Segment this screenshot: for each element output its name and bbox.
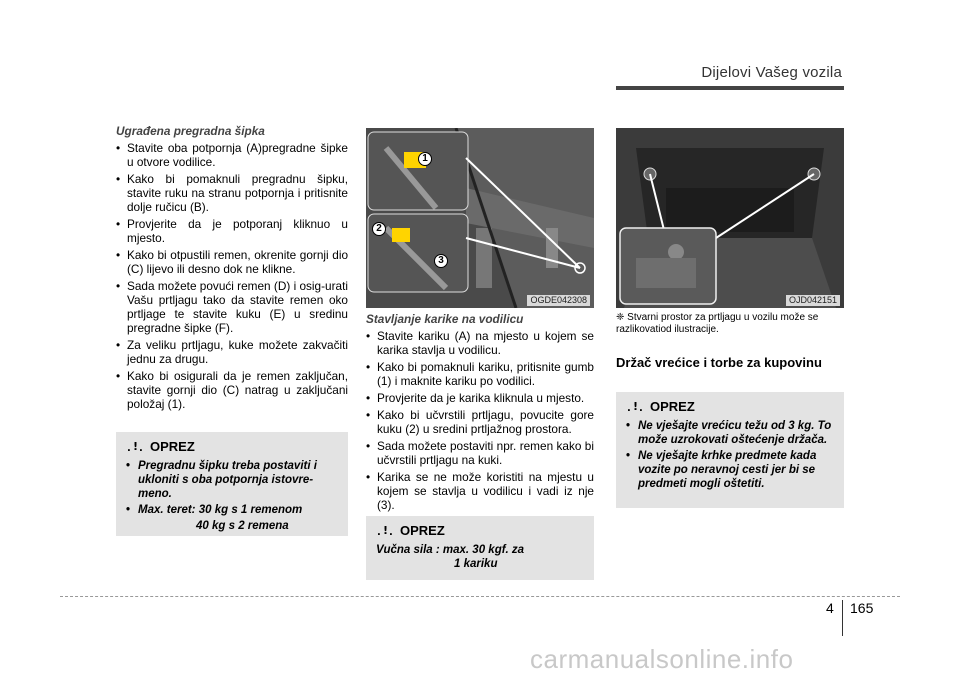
svg-text:!: ! bbox=[133, 440, 139, 453]
caution-title: OPREZ bbox=[650, 399, 695, 414]
caution-item: • Pregradnu šipku treba postaviti i ukloniti s oba potpornja istovre-meno. bbox=[126, 459, 338, 501]
warning-icon bbox=[626, 400, 644, 414]
list-item: • Za veliku prtljagu, kuke možete zakvačiti jednu za drugu. bbox=[116, 338, 348, 366]
chapter-number: 4 bbox=[826, 600, 834, 616]
column-2 bbox=[366, 312, 594, 515]
list-item: • Kako bi učvrstili prtljagu, povucite gore kuku (2) u sredini prtljažnog prostora. bbox=[366, 408, 594, 436]
figure-code: OJD042151 bbox=[786, 295, 840, 306]
watermark: carmanualsonline.info bbox=[530, 644, 794, 674]
list-item: • Sada možete povući remen (D) i osig-urati Vašu prtljagu tako da stavite remen oko prtljage te stavite kuku (E) u sredinu pregradne šipke (F). bbox=[116, 279, 348, 335]
column-1 bbox=[116, 124, 348, 414]
caution-item-continuation: 40 kg s 2 remena bbox=[196, 520, 289, 532]
illustration-note: ❈ Stvarni prostor za prtljagu u vozilu može se razlikovatiod ilustracije. bbox=[616, 312, 819, 335]
caution-item: • Max. teret: 30 kg s 1 remenom bbox=[126, 503, 338, 517]
caution-item: • Ne vješajte vrećicu težu od 3 kg. To može uzrokovati oštećenje držača. bbox=[626, 419, 834, 447]
cargo-rail-illustration bbox=[366, 128, 594, 308]
callout-label-1: 1 bbox=[422, 153, 428, 164]
svg-text:.: . bbox=[139, 443, 143, 454]
cargo-area-illustration bbox=[616, 128, 844, 308]
instruction-list bbox=[366, 329, 594, 512]
svg-text:.: . bbox=[377, 527, 381, 538]
caution-title: OPREZ bbox=[150, 439, 195, 454]
column-3 bbox=[616, 312, 844, 370]
figure-cargo-hooks bbox=[616, 128, 844, 308]
list-item: • Kako bi otpustili remen, okrenite gornji dio (C) lijevo ili desno dok ne klikne. bbox=[116, 248, 348, 276]
svg-text:!: ! bbox=[383, 524, 389, 537]
svg-text:.: . bbox=[627, 403, 631, 414]
page-number: 165 bbox=[850, 600, 874, 616]
list-item: • Sada možete postaviti npr. remen kako bi učvrstili prtljagu na kuki. bbox=[366, 439, 594, 467]
caution-box-3 bbox=[616, 392, 844, 508]
caution-item: • Ne vješajte krhke predmete kada vozite po neravnoj cesti jer bi se predmeti mogli oštetiti. bbox=[626, 449, 834, 491]
list-item: • Kako bi pomaknuli kariku, pritisnite gumb (1) i maknite kariku po vodilici. bbox=[366, 360, 594, 388]
list-item: • Provjerite da je karika kliknula u mjesto. bbox=[366, 391, 594, 405]
svg-text:!: ! bbox=[633, 400, 639, 413]
list-item: • Karika se ne može koristiti na mjestu u kojem se stavlja u vodilicu i vadi iz nje (3). bbox=[366, 470, 594, 512]
figure-cargo-rail bbox=[366, 128, 594, 308]
page-separator bbox=[842, 600, 843, 636]
caution-line-continuation: 1 kariku bbox=[454, 558, 498, 570]
list-item: • Kako bi pomaknuli pregradnu šipku, stavite ruku na stranu potpornja i pritisnite dolje ručicu (B). bbox=[116, 172, 348, 214]
header-title: Dijelovi Vašeg vozila bbox=[701, 64, 842, 81]
list-item: • Kako bi osigurali da je remen zaključan, stavite gornji dio (C) natrag u zaključani položaj (1). bbox=[116, 369, 348, 411]
svg-text:.: . bbox=[639, 403, 643, 414]
list-item: • Stavite kariku (A) na mjesto u kojem se karika stavlja u vodilicu. bbox=[366, 329, 594, 357]
svg-text:.: . bbox=[389, 527, 393, 538]
list-item: • Stavite oba potpornja (A)pregradne šipke u otvore vodilice. bbox=[116, 141, 348, 169]
instruction-list bbox=[116, 141, 348, 411]
footer-rule bbox=[60, 596, 900, 597]
warning-icon bbox=[126, 440, 144, 454]
section-heading-pregradna-sipka: Ugrađena pregradna šipka bbox=[116, 124, 265, 138]
section-heading-drzac: Držač vrećice i torbe za kupovinu bbox=[616, 355, 822, 370]
warning-icon bbox=[376, 524, 394, 538]
list-item: • Provjerite da je potporanj kliknuo u mjesto. bbox=[116, 217, 348, 245]
callout-label-3: 3 bbox=[438, 255, 444, 266]
svg-text:.: . bbox=[127, 443, 131, 454]
callout-label-2: 2 bbox=[376, 223, 382, 234]
caution-line: Vučna sila : max. 30 kgf. za bbox=[376, 544, 525, 556]
figure-code: OGDE042308 bbox=[527, 295, 590, 306]
header-rule bbox=[616, 86, 844, 90]
section-heading-karika: Stavljanje karike na vodilicu bbox=[366, 312, 524, 326]
caution-box-1 bbox=[116, 432, 348, 536]
caution-box-2 bbox=[366, 516, 594, 580]
caution-title: OPREZ bbox=[400, 523, 445, 538]
